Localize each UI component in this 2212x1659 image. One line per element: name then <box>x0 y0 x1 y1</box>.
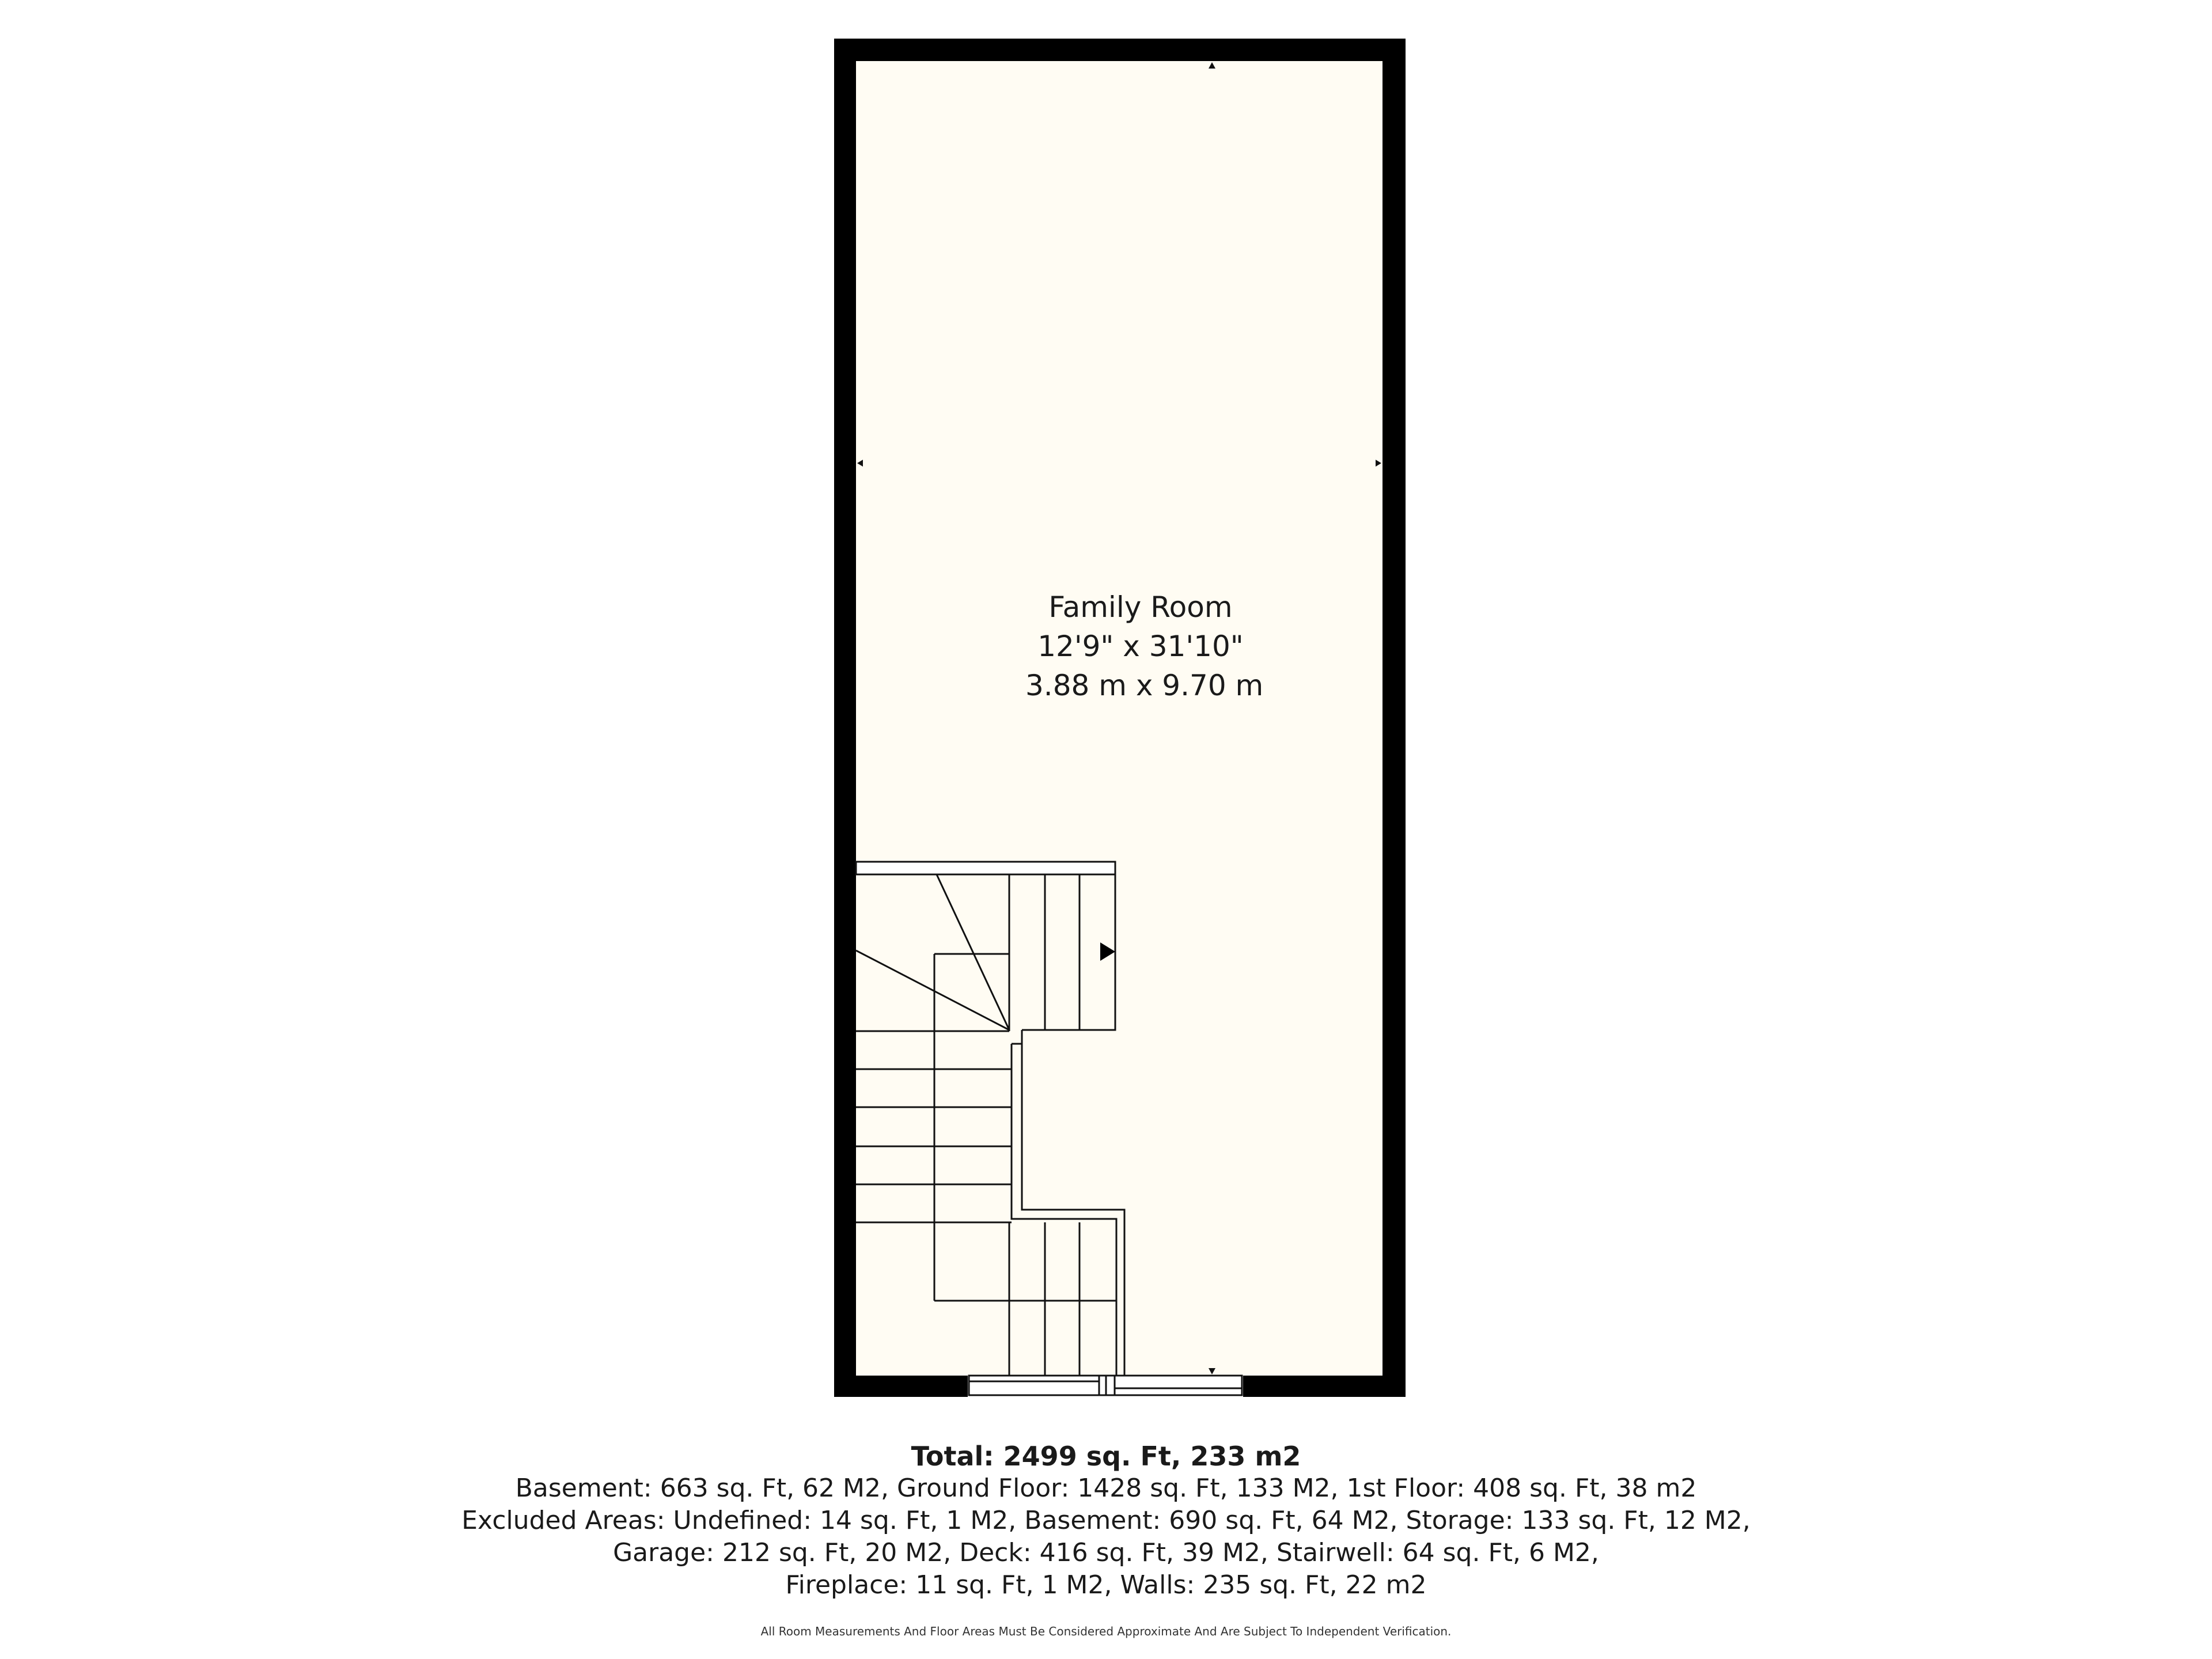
room-name: Family Room <box>1048 590 1233 624</box>
area-line-2: Excluded Areas: Undefined: 14 sq. Ft, 1 M2, Basement: 690 sq. Ft, 64 M2, Storage: 133 sq. Ft, 12 M2, <box>461 1506 1751 1535</box>
area-summary <box>0 1440 2212 1601</box>
total-area: Total: 2499 sq. Ft, 233 m2 <box>911 1441 1301 1472</box>
room-dimensions-metric: 3.88 m x 9.70 m <box>1025 669 1264 702</box>
area-line-4: Fireplace: 11 sq. Ft, 1 M2, Walls: 235 sq. Ft, 22 m2 <box>785 1570 1427 1600</box>
area-line-3: Garage: 212 sq. Ft, 20 M2, Deck: 416 sq. Ft, 39 M2, Stairwell: 64 sq. Ft, 6 M2, <box>613 1538 1599 1567</box>
room-dimensions-imperial: 12'9" x 31'10" <box>1037 630 1244 663</box>
area-line-1: Basement: 663 sq. Ft, 62 M2, Ground Floor: 1428 sq. Ft, 133 M2, 1st Floor: 408 sq. Ft, 38 m2 <box>515 1474 1697 1503</box>
disclaimer: All Room Measurements And Floor Areas Must Be Considered Approximate And Are Subject To Independent Verification. <box>760 1624 1452 1638</box>
